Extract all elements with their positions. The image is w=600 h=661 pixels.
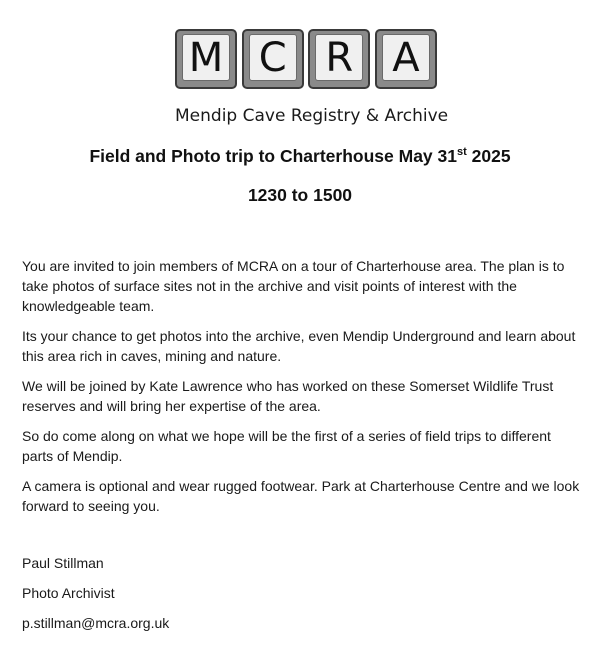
signature-role: Photo Archivist <box>22 585 115 601</box>
logo-subtitle: Mendip Cave Registry & Archive <box>175 106 449 126</box>
paragraph-logistics: A camera is optional and wear rugged footwear. Park at Charterhouse Centre and we look forward to seeing you. <box>22 478 580 514</box>
title-main: Field and Photo trip to Charterhouse May 31 <box>89 146 457 166</box>
logo-letter: A <box>382 34 430 81</box>
logo-letter: M <box>182 34 230 81</box>
logo-letter: C <box>249 34 297 81</box>
logo-keys <box>175 29 437 89</box>
title-ordinal-suffix: st <box>456 146 467 159</box>
logo-key-r <box>308 29 370 89</box>
mcra-logo <box>175 29 449 129</box>
paragraph-series: So do come along on what we hope will be the first of a series of field trips to different parts of Mendip. <box>22 428 551 464</box>
paragraph-guest: We will be joined by Kate Lawrence who has worked on these Somerset Wildlife Trust reserves and will bring her expertise of the area. <box>22 378 554 414</box>
paragraph-archive: Its your chance to get photos into the archive, even Mendip Underground and learn about this area rich in caves, mining and nature. <box>22 328 576 364</box>
signature-email[interactable]: p.stillman@mcra.org.uk <box>22 615 170 631</box>
logo-key-a <box>375 29 437 89</box>
signature-name: Paul Stillman <box>22 555 104 571</box>
logo-letter: R <box>315 34 363 81</box>
paragraph-invitation: You are invited to join members of MCRA on a tour of Charterhouse area. The plan is to take photos of surface sites not in the archive and visit points of interest with the knowledgeable team. <box>22 258 565 314</box>
letter-body <box>22 256 582 526</box>
event-time: 1230 to 1500 <box>247 185 353 205</box>
title-year: 2025 <box>466 146 511 166</box>
page-title <box>0 146 600 167</box>
logo-key-m <box>175 29 237 89</box>
logo-key-c <box>242 29 304 89</box>
